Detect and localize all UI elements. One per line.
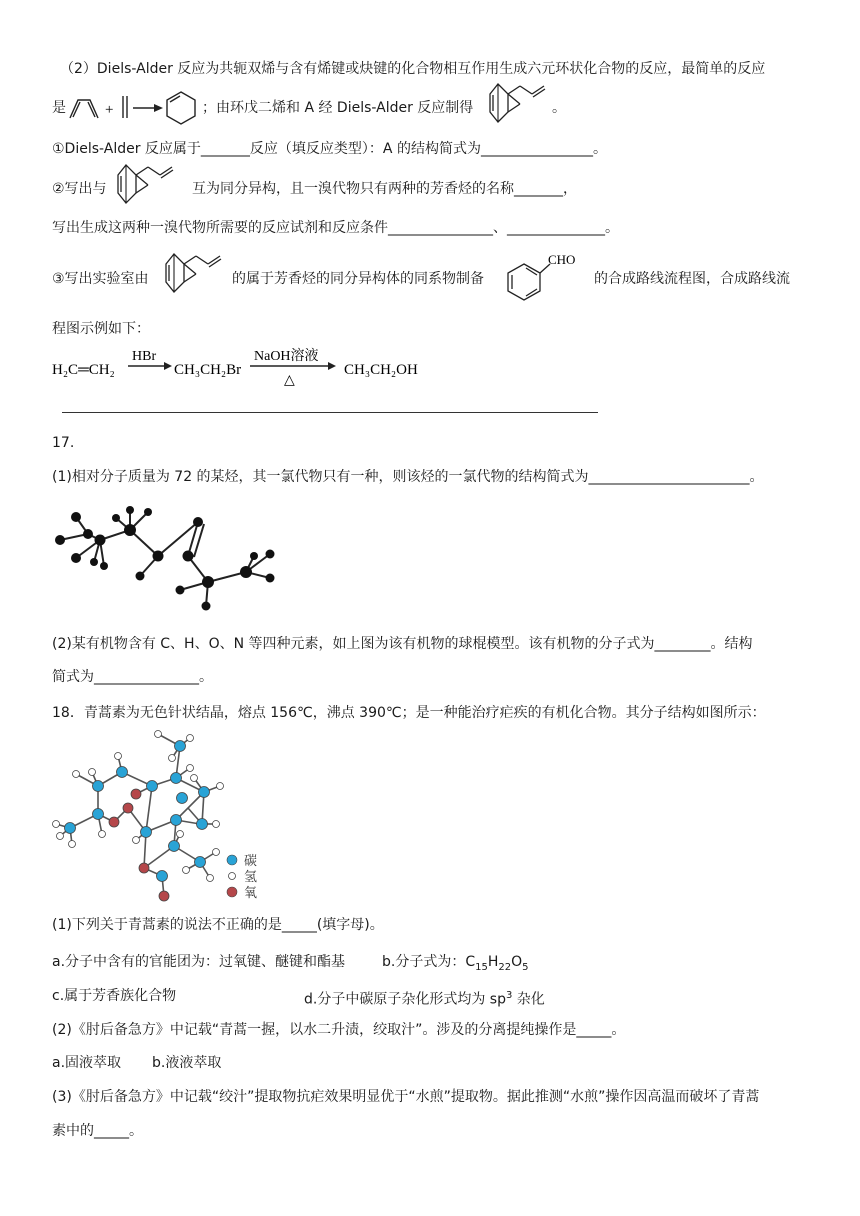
atom-carbon [175, 741, 186, 752]
atom-carbon [177, 793, 188, 804]
atom [266, 574, 275, 583]
q16-q2-suffix: 互为同分异构，且一溴代物只有两种的芳香烃的名称_______， [192, 181, 577, 197]
atom [83, 529, 93, 539]
opt-b-prefix: b.分子式为：C [382, 954, 476, 970]
q16-q3-suffix: 的合成路线流程图，合成路线流 [594, 271, 790, 287]
atom-carbon [117, 767, 128, 778]
example-condition2: △ [284, 373, 295, 388]
q18-p1: (1)下列关于青蒿素的说法不正确的是_____(填字母)。 [52, 917, 384, 933]
atom [136, 572, 145, 581]
atom [100, 562, 108, 570]
atom-legend [227, 853, 257, 900]
atom [55, 535, 65, 545]
example-route [52, 344, 442, 388]
atom [202, 576, 214, 588]
atom-carbon [93, 809, 104, 820]
legend-oxygen-label: 氧 [244, 885, 258, 900]
atom-oxygen [131, 789, 141, 799]
atom [193, 517, 203, 527]
atom [71, 512, 81, 522]
atom-oxygen [109, 817, 119, 827]
opt-d-sup: 3 [505, 990, 513, 1001]
q18-opt-d [304, 985, 545, 1011]
q17-number: 17. [52, 435, 75, 451]
atom-oxygen [123, 803, 133, 813]
atom [112, 514, 120, 522]
atom-hydrogen [69, 841, 76, 848]
legend-oxygen-swatch [227, 887, 237, 897]
opt-b-n2: 22 [498, 961, 512, 973]
atom-oxygen [139, 863, 149, 873]
q16-q3-line2: 程图示例如下： [52, 321, 150, 337]
atom-hydrogen [187, 765, 194, 772]
legend-hydrogen-label: 氢 [244, 869, 258, 884]
atom [90, 558, 98, 566]
atom-carbon [171, 773, 182, 784]
atom-hydrogen [191, 775, 198, 782]
example-reagent2: NaOH溶液 [254, 349, 319, 364]
atom [124, 524, 136, 536]
atom-carbon [195, 857, 206, 868]
atom-hydrogen [115, 753, 122, 760]
plus-sign: + [105, 102, 114, 118]
q18-p2-opt-a: a.固液萃取 [52, 1055, 122, 1071]
atom [250, 552, 258, 560]
atom [95, 535, 106, 546]
opt-d-suffix: 杂化 [512, 991, 545, 1008]
atom [153, 551, 164, 562]
atom-hydrogen [169, 755, 176, 762]
atom-hydrogen [57, 833, 64, 840]
atom-carbon [171, 815, 182, 826]
atom [176, 586, 185, 595]
atom-hydrogen [213, 849, 220, 856]
opt-b-n1: 15 [475, 961, 488, 973]
example-reagent1: HBr [132, 349, 157, 364]
opt-b-n3: 5 [522, 961, 529, 973]
q16-q3-prefix: ③写出实验室由 [52, 271, 149, 287]
q16-part2-intro: （2）Diels-Alder 反应为共轭双烯与含有烯键或炔键的化合物相互作用生成六元环状化合物的反应，最简单的反应 [60, 61, 766, 77]
example-intermediate: CH₃CH₂Br [174, 362, 242, 378]
q16-q2-line2: 写出生成这两种一溴代物所需要的反应试剂和反应条件_______________、______________。 [52, 220, 619, 236]
atom-hydrogen [73, 771, 80, 778]
example-product: CH₃CH₂OH [344, 362, 418, 378]
opt-d-prefix: d.分子中碳原子杂化形式均为 sp [304, 991, 506, 1008]
atom-carbon [199, 787, 210, 798]
benzaldehyde-icon [502, 252, 592, 302]
atom [240, 566, 252, 578]
vinyl-norbornene-icon-3 [160, 252, 228, 294]
q18-p3-a: (3)《肘后备急方》中记载“绞汁”提取物抗疟效果明显优于“水煎”提取物。据此推测“水煎”操作因高温而破坏了青蒿 [52, 1089, 760, 1105]
atom [71, 553, 81, 563]
atom-carbon [65, 823, 76, 834]
q16-part2-intro-mid: ；由环戊二烯和 A 经 Diels-Alder 反应制得 [202, 100, 474, 116]
atom-carbon [197, 819, 208, 830]
legend-carbon-label: 碳 [244, 853, 258, 868]
atom-carbon [169, 841, 180, 852]
atom-hydrogen [183, 867, 190, 874]
atom [266, 550, 275, 559]
q18-opt-c: c.属于芳香族化合物 [52, 988, 177, 1004]
q18-p2-opt-b: b.液液萃取 [152, 1055, 222, 1071]
atom-hydrogen [53, 821, 60, 828]
atom-hydrogen [177, 831, 184, 838]
q17-part1: (1)相对分子质量为 72 的某烃，其一氯代物只有一种，则该烃的一氯代物的结构简式为_______________________。 [52, 469, 764, 485]
atom-hydrogen [187, 735, 194, 742]
atom-hydrogen [89, 769, 96, 776]
q18-p2: (2)《肘后备急方》中记载“青蒿一握，以水二升渍，绞取汁”。涉及的分离提纯操作是_____。 [52, 1022, 626, 1038]
atom-hydrogen [133, 837, 140, 844]
atom-hydrogen [207, 875, 214, 882]
legend-hydrogen-swatch [229, 873, 236, 880]
q16-q2-prefix: ②写出与 [52, 181, 107, 197]
vinyl-norbornene-icon-2 [112, 163, 180, 205]
opt-b-h: H [487, 954, 499, 970]
ball-stick-model [52, 500, 282, 616]
atom [126, 506, 134, 514]
q18-p3-b: 素中的_____。 [52, 1123, 143, 1139]
q16-part2-intro-end: 。 [552, 100, 566, 116]
cho-label: CHO [548, 252, 576, 267]
example-reactant: H₂C═CH₂ [52, 362, 115, 378]
artemisinin-model [52, 728, 292, 906]
q18-opt-a: a.分子中含有的官能团为：过氧键、醚键和酯基 [52, 954, 346, 970]
atom-hydrogen [99, 831, 106, 838]
q16-q1: ①Diels-Alder 反应属于_______反应（填反应类型）：A 的结构简式为________________。 [52, 141, 607, 157]
cyclohexene-icon [167, 92, 195, 124]
atom [202, 602, 211, 611]
atom-hydrogen [155, 731, 162, 738]
answer-line [62, 412, 598, 413]
atom-carbon [93, 781, 104, 792]
atom-hydrogen [217, 783, 224, 790]
q18-opt-b [382, 951, 529, 979]
atom-carbon [157, 871, 168, 882]
atom [144, 508, 152, 516]
q17-part2-b: 简式为_______________。 [52, 669, 213, 685]
q17-part2-a: (2)某有机物含有 C、H、O、N 等四种元素，如上图为该有机物的球棍模型。该有机物的分子式为________。结构 [52, 636, 753, 652]
q16-part2-intro-prefix: 是 [52, 100, 66, 116]
atom-hydrogen [213, 821, 220, 828]
q18-intro: 18．青蒿素为无色针状结晶，熔点 156℃，沸点 390℃；是一种能治疗疟疾的有机化合物。其分子结构如图所示： [52, 705, 766, 721]
atom-carbon [147, 781, 158, 792]
q16-q3-mid: 的属于芳香烃的同分异构体的同系物制备 [232, 271, 484, 287]
legend-carbon-swatch [227, 855, 237, 865]
atom [183, 551, 194, 562]
atom-oxygen [159, 891, 169, 901]
atom-carbon [141, 827, 152, 838]
diels-alder-scheme [68, 88, 203, 128]
vinyl-norbornene-icon [484, 82, 552, 124]
opt-b-o: O [511, 954, 523, 970]
